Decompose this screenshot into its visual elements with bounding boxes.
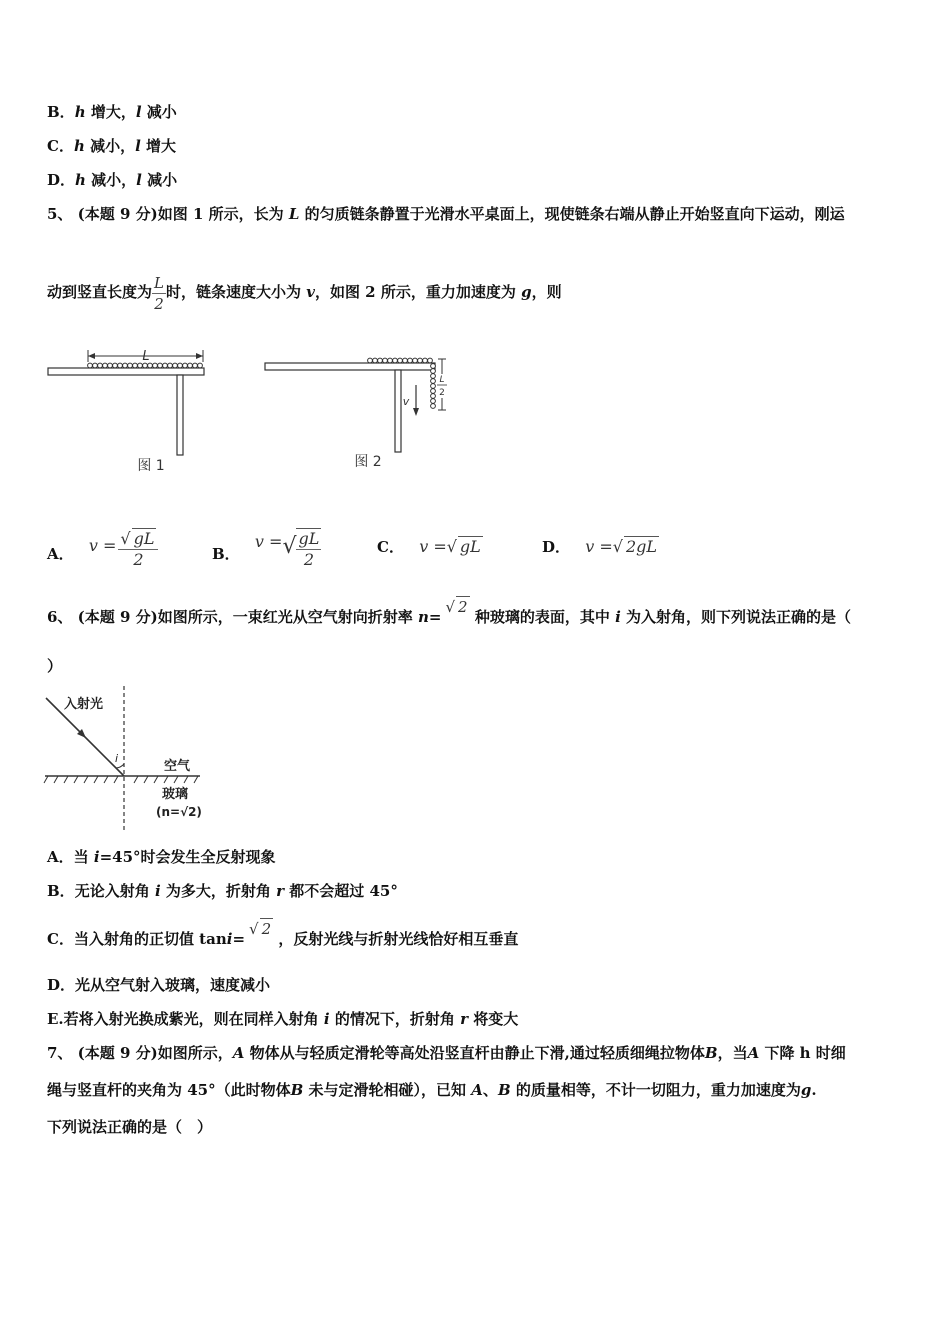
q6-glass-label: 玻璃 — [162, 787, 189, 802]
figure-2-frac-den: 2 — [439, 388, 445, 398]
q5-option-d: D． v =√ 2gL — [542, 537, 658, 556]
q7-stem-line-2: 绳与竖直杆的夹角为 45°（此时物体B 未与定滑轮相碰），已知 A、B 的质量相等，不计一切阻力，重力加速度为g. — [47, 1081, 817, 1099]
figure-2-caption: 图 2 — [354, 454, 382, 470]
q6-figure — [40, 684, 220, 834]
q6-n-label: (n=√2) — [156, 805, 202, 819]
q5-stem-line-1: 5、 (本题 9 分)如图 1 所示，长为 L 的匀质链条静置于光滑水平桌面上，现使链条右端从静止开始竖直向下运动，刚运 — [47, 205, 845, 223]
figure-1-l-label: L — [142, 349, 150, 364]
q6-option-d: D．光从空气射入玻璃，速度减小 — [47, 976, 271, 994]
q5-figures — [40, 340, 460, 480]
q5-option-b: B． v =√ $\frac{gL}{2}$ — [212, 529, 320, 569]
q7-stem-line-1: 7、 (本题 9 分)如图所示，A 物体从与轻质定滑轮等高处沿竖直杆由静止下滑,通过轻质细绳拉物体B，当A 下降 h 时细 — [47, 1044, 846, 1062]
q6-incident-label: 入射光 — [64, 697, 104, 712]
q4-option-b: B．h 增大，l 减小 — [47, 103, 177, 121]
figure-2-frac-num: L — [439, 375, 445, 385]
q5-fraction-l-over-2: $\frac{L}{2}$ — [154, 273, 164, 313]
figure-1-caption: 图 1 — [137, 458, 165, 474]
q6-angle-label: i — [115, 752, 119, 765]
q7-stem-line-3: 下列说法正确的是（ ） — [47, 1118, 213, 1136]
q6-air-label: 空气 — [164, 759, 191, 774]
q6-option-c: C．当入射角的正切值 tani=√ 2 ，反射光线与折射光线恰好相互垂直 — [47, 920, 519, 948]
q5-options — [47, 512, 927, 572]
figure-2 — [265, 358, 448, 470]
q4-option-d: D．h 减小，l 减小 — [47, 171, 178, 189]
q5-option-c: C． v =√ gL — [377, 537, 481, 556]
q5-option-a: A． v = $\frac{√ gL}{2}$ — [47, 534, 158, 576]
figure-1 — [48, 349, 204, 474]
q6-stem-line-1: 6、 (本题 9 分)如图所示，一束红光从空气射向折射率 n=√ 2 种玻璃的表面，其中 i 为入射角，则下列说法正确的是（ — [47, 598, 852, 626]
q6-stem-line-2: ） — [47, 657, 63, 675]
figure-2-v-label: v — [402, 395, 410, 408]
q6-option-b: B．无论入射角 i 为多大，折射角 r 都不会超过 45° — [47, 882, 398, 900]
q6-option-a: A．当 i=45°时会发生全反射现象 — [47, 848, 276, 866]
q5-stem-line-2: 动到竖直长度为 $\frac{L}{2}$ 时，链条速度大小为 v，如图 2 所示，重力加速度为 g，则 — [47, 273, 562, 313]
q4-option-c: C．h 减小，l 增大 — [47, 137, 177, 155]
q6-option-e: E.若将入射光换成紫光，则在同样入射角 i 的情况下，折射角 r 将变大 — [47, 1010, 519, 1028]
